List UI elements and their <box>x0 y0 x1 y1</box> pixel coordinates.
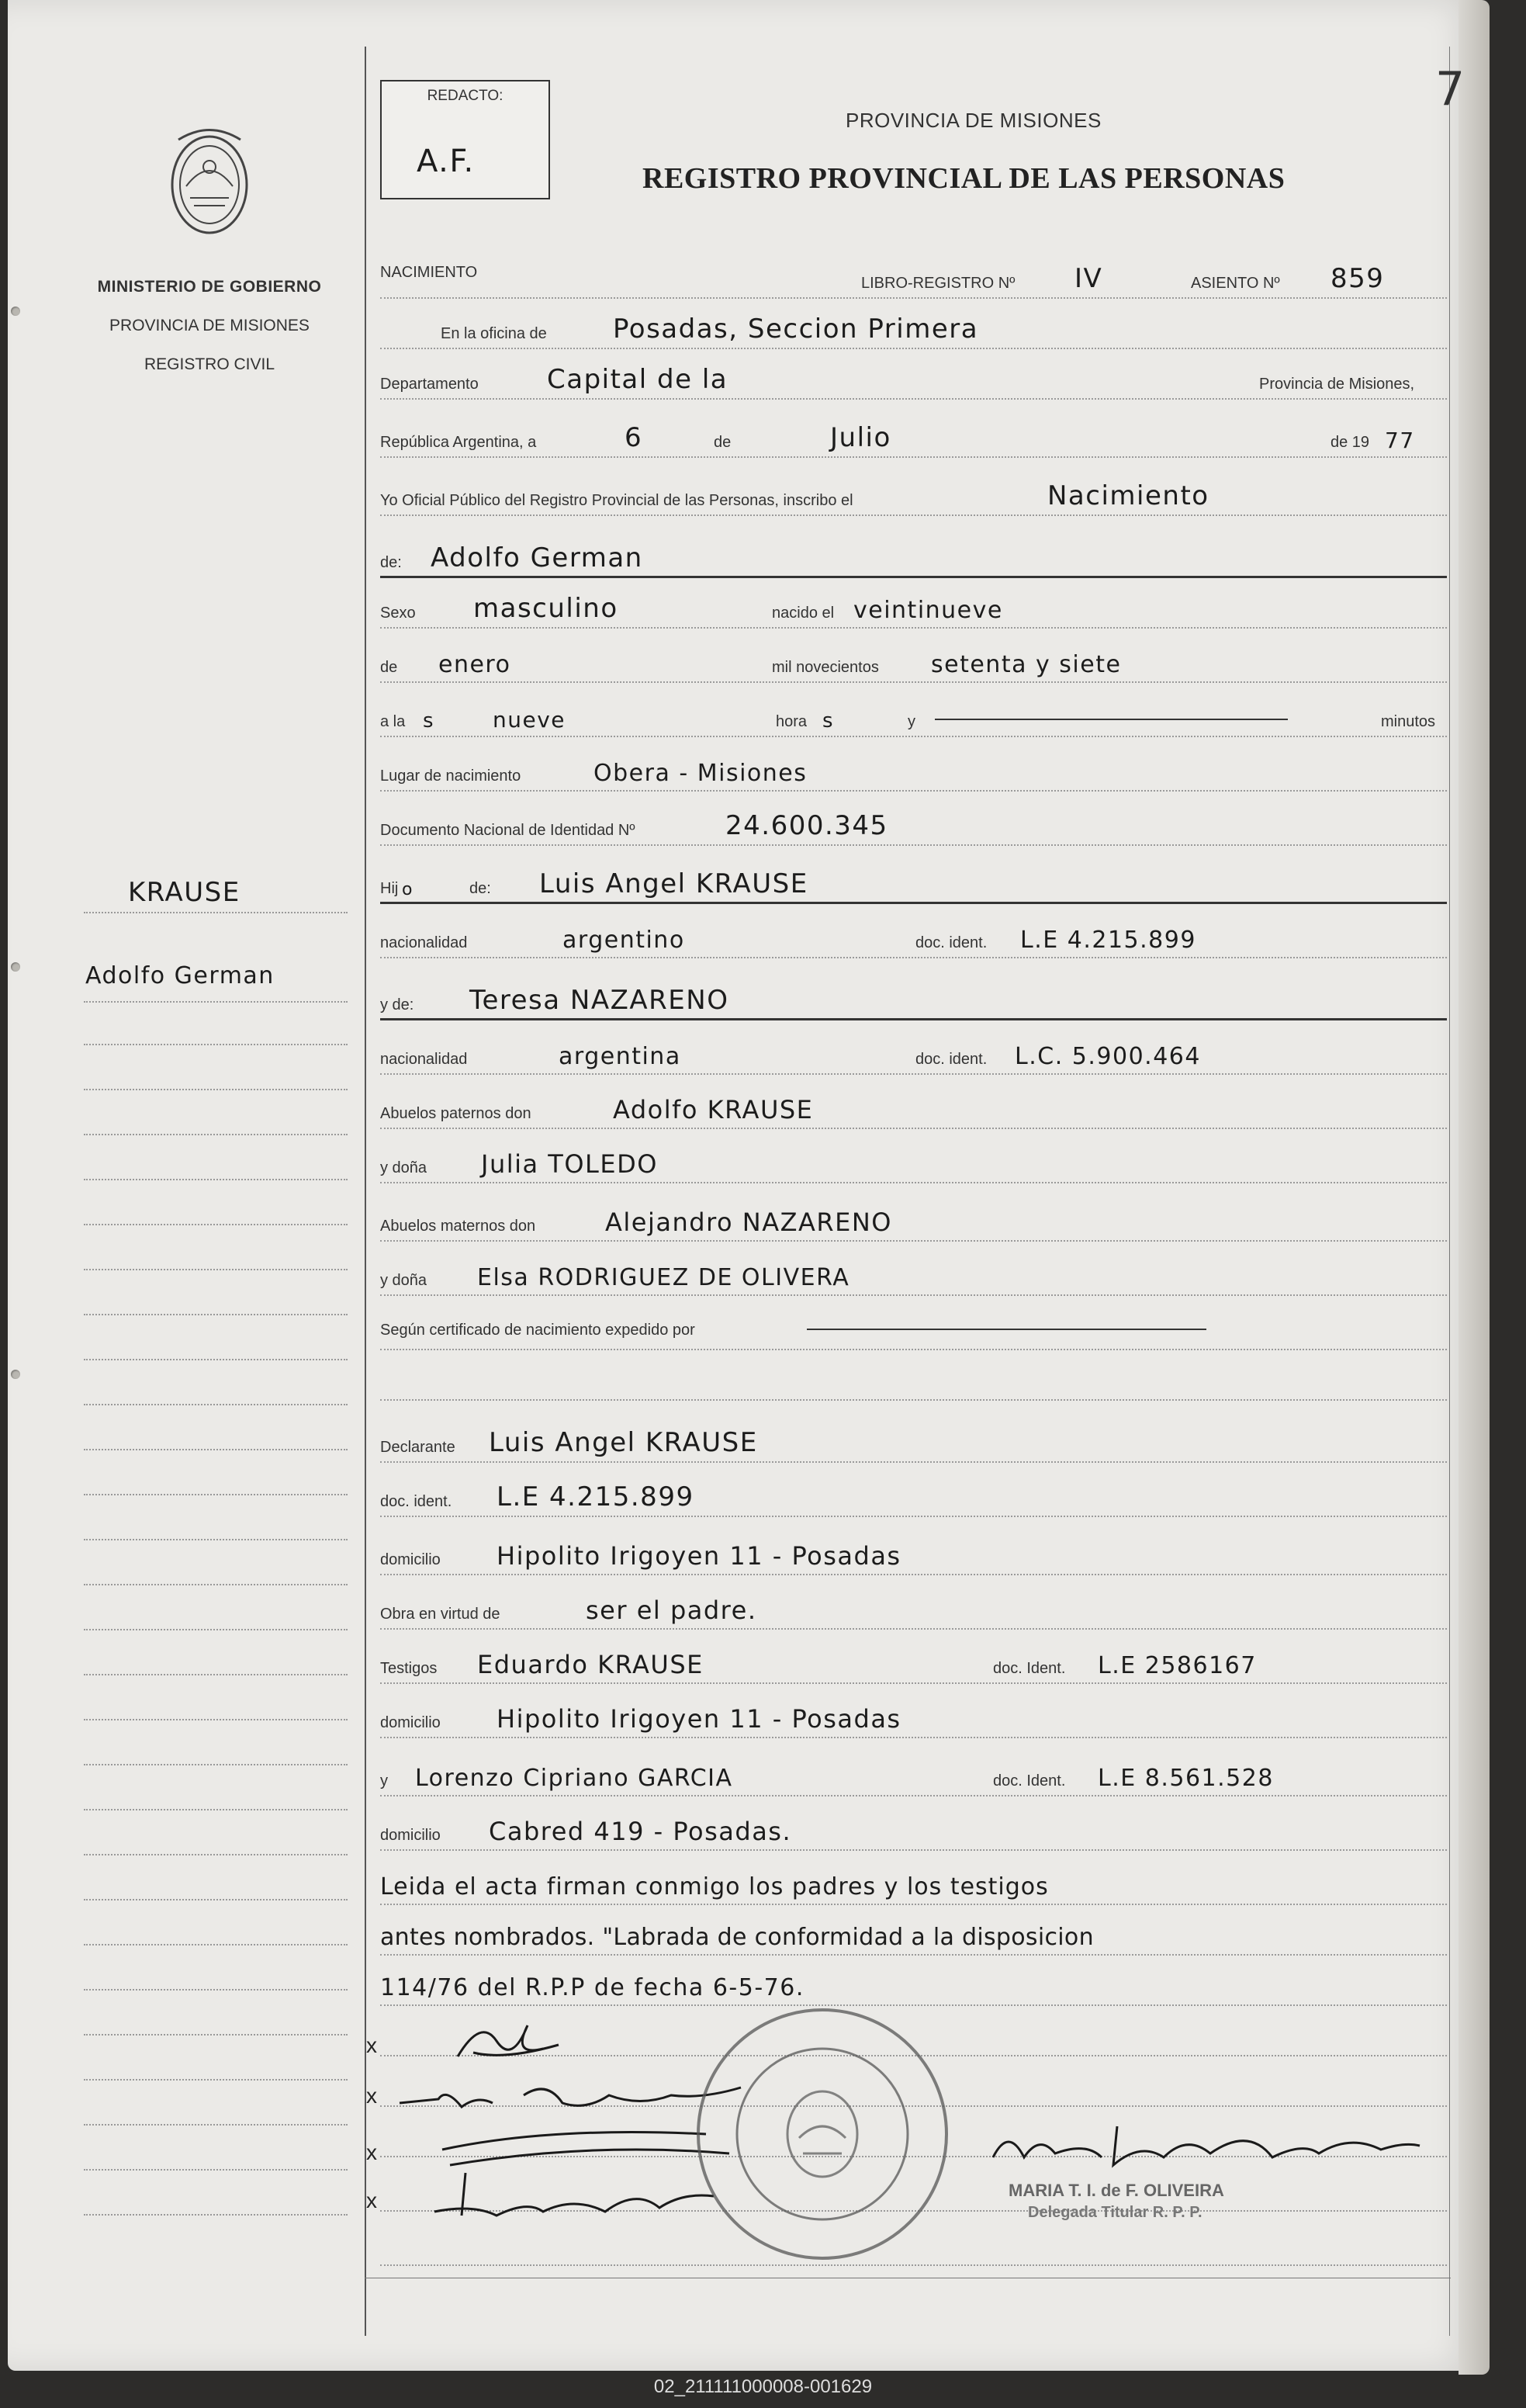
row-domicilio3 <box>380 1804 1447 1851</box>
note-line-3: 114/76 del R.P.P de fecha 6-5-76. <box>380 1974 805 2001</box>
doc2-label: doc. ident. <box>915 1051 988 1068</box>
dom2-value: Hipolito Irigoyen 11 - Posadas <box>497 1704 901 1734</box>
t2doc-label: doc. Ident. <box>993 1772 1066 1790</box>
departamento-value: Capital de la <box>547 364 728 395</box>
margin-line <box>84 1629 348 1630</box>
testigos-label: Testigos <box>380 1660 438 1677</box>
margin-line <box>84 1584 348 1585</box>
asiento-value: 859 <box>1330 263 1385 294</box>
mes-nac-value: enero <box>438 651 511 678</box>
signature-mark: x <box>366 2188 377 2212</box>
margin-line <box>84 1089 348 1090</box>
hijo-label: Hij <box>380 880 399 897</box>
row-nombre <box>380 532 1447 578</box>
margin-line <box>84 1899 348 1900</box>
official-stamp <box>690 2002 954 2266</box>
row-declarante <box>380 1416 1447 1463</box>
dni-value: 24.600.345 <box>725 810 888 841</box>
dona1-label: y doña <box>380 1159 427 1176</box>
de2-label: de: <box>380 554 402 571</box>
signature-mark: x <box>366 2033 377 2057</box>
anio-label: de 19 <box>1330 434 1370 451</box>
dona2-value: Elsa RODRIGUEZ DE OLIVERA <box>477 1264 850 1291</box>
t1doc-label: doc. Ident. <box>993 1660 1066 1677</box>
doc1-label: doc. ident. <box>915 934 988 951</box>
libro-label: LIBRO-REGISTRO Nº <box>861 275 1016 292</box>
margin-line <box>84 1854 348 1855</box>
dona1-value: Julia TOLEDO <box>481 1149 658 1179</box>
decl-doc-value: L.E 4.215.899 <box>497 1481 694 1512</box>
ala-label: a la <box>380 713 406 730</box>
ministry-title: MINISTERIO DE GOBIERNO <box>97 278 322 296</box>
margin-line <box>84 1449 348 1450</box>
redacto-box <box>380 80 550 199</box>
signature-officer <box>978 2111 1427 2188</box>
nacido-value: veintinueve <box>853 597 1003 624</box>
row-abuela-materna <box>380 1249 1447 1296</box>
abm-label: Abuelos maternos don <box>380 1218 536 1235</box>
doc2-value: L.C. 5.900.464 <box>1015 1043 1201 1070</box>
margin-line <box>84 1314 348 1315</box>
margin-line <box>84 1179 348 1180</box>
margin-line <box>84 2079 348 2081</box>
margin-line <box>84 2124 348 2126</box>
row-madre <box>380 974 1447 1020</box>
hijo-de-label: de: <box>469 880 491 897</box>
redacto-label: REDACTO: <box>427 88 503 104</box>
row-segun <box>380 1304 1447 1350</box>
hora-label: hora <box>776 713 808 730</box>
t1doc-value: L.E 2586167 <box>1098 1652 1257 1679</box>
margin-line <box>84 1404 348 1405</box>
segun-label: Según certificado de nacimiento expedido por <box>380 1322 695 1339</box>
segun-blank <box>807 1329 1206 1330</box>
signature-witness <box>403 2157 729 2227</box>
row-segun-continued <box>380 1354 1447 1401</box>
mes-value: Julio <box>830 422 891 453</box>
dom1-label: domicilio <box>380 1551 441 1568</box>
binding-hole <box>11 962 20 972</box>
provincia-suffix: Provincia de Misiones, <box>1259 376 1415 393</box>
coat-of-arms-seal <box>163 124 256 248</box>
margin-line <box>84 1269 348 1270</box>
y-label: y <box>908 713 915 730</box>
margin-line <box>84 1224 348 1225</box>
oficial-value: Nacimiento <box>1047 480 1209 511</box>
libro-value: IV <box>1074 263 1103 294</box>
row-sexo <box>380 582 1447 629</box>
dom2-label: domicilio <box>380 1714 441 1731</box>
margin-line <box>84 1719 348 1720</box>
row-nac1 <box>380 912 1447 958</box>
nombre-value: Adolfo German <box>431 542 643 573</box>
testigo1-value: Eduardo KRAUSE <box>477 1650 704 1679</box>
row-anio-nac <box>380 636 1447 683</box>
margin-line <box>84 1001 348 1003</box>
declarante-label: Declarante <box>380 1439 455 1456</box>
row-note2 <box>380 1909 1447 1956</box>
right-border <box>1449 47 1450 2336</box>
row-testigo2 <box>380 1750 1447 1796</box>
signature-scribble <box>450 2010 566 2072</box>
doc1-value: L.E 4.215.899 <box>1020 927 1196 954</box>
margin-line <box>84 1494 348 1495</box>
row-padre <box>380 858 1447 904</box>
officer-name: MARIA T. I. de F. OLIVEIRA <box>1009 2181 1224 2200</box>
margin-given-names: Adolfo German <box>85 962 275 989</box>
mil-value: setenta y siete <box>931 651 1122 678</box>
y2-label: y <box>380 1772 388 1790</box>
signature-mark: x <box>366 2084 377 2108</box>
margin-line <box>84 2169 348 2171</box>
margin-line <box>84 1989 348 1990</box>
row-dni <box>380 799 1447 846</box>
margin-line <box>84 1809 348 1810</box>
nac2-label: nacionalidad <box>380 1051 468 1068</box>
note-line-1: Leida el acta firman conmigo los padres y los testigos <box>380 1873 1049 1900</box>
column-divider <box>365 47 366 2336</box>
row-domicilio2 <box>380 1692 1447 1738</box>
row-domicilio1 <box>380 1529 1447 1575</box>
margin-line <box>84 1359 348 1360</box>
oficial-label: Yo Oficial Público del Registro Provincial de las Personas, inscribo el <box>380 492 853 509</box>
hora-value: nueve <box>493 707 566 733</box>
row-nac2 <box>380 1028 1447 1075</box>
officer-title: Delegada Titular R. P. P. <box>1028 2204 1202 2221</box>
nac1-value: argentino <box>562 927 685 954</box>
oficina-value: Posadas, Seccion Primera <box>613 314 979 345</box>
lugar-value: Obera - Misiones <box>593 760 808 787</box>
de3-label: de <box>380 659 398 676</box>
ministry-registry: REGISTRO CIVIL <box>144 355 275 373</box>
margin-line <box>84 912 348 913</box>
abp-value: Adolfo KRAUSE <box>613 1095 814 1124</box>
row-note3 <box>380 1959 1447 2006</box>
ala-s: s <box>423 709 435 733</box>
row-decl-doc <box>380 1471 1447 1517</box>
declarante-value: Luis Angel KRAUSE <box>489 1427 758 1458</box>
nacido-label: nacido el <box>772 605 835 622</box>
yde-label: y de: <box>380 996 414 1013</box>
dia-value: 6 <box>625 422 643 453</box>
dom1-value: Hipolito Irigoyen 11 - Posadas <box>497 1541 901 1571</box>
obra-label: Obra en virtud de <box>380 1606 500 1623</box>
de-label: de <box>714 434 732 451</box>
sexo-label: Sexo <box>380 605 416 622</box>
margin-line <box>84 1134 348 1135</box>
row-abuela-paterna <box>380 1137 1447 1183</box>
signature-mark: x <box>366 2140 377 2164</box>
hora-s: s <box>822 709 835 733</box>
abp-label: Abuelos paternos don <box>380 1105 531 1122</box>
departamento-label: Departamento <box>380 376 479 393</box>
dona2-label: y doña <box>380 1272 427 1289</box>
nac2-value: argentina <box>559 1043 681 1070</box>
row-lugar <box>380 745 1447 792</box>
margin-line <box>84 1764 348 1765</box>
dom3-value: Cabred 419 - Posadas. <box>489 1817 792 1846</box>
asiento-label: ASIENTO Nº <box>1191 275 1280 292</box>
margin-line <box>84 1044 348 1045</box>
nacimiento-label: NACIMIENTO <box>380 264 478 281</box>
minutos-label: minutos <box>1381 713 1436 730</box>
row-departamento <box>380 353 1447 400</box>
binding-hole <box>11 1370 20 1379</box>
redacto-value: A.F. <box>417 144 475 179</box>
page-number: 7 <box>1435 62 1466 116</box>
margin-line <box>84 1674 348 1675</box>
sexo-value: masculino <box>473 593 618 624</box>
anio-value: 77 <box>1385 428 1415 453</box>
madre-value: Teresa NAZARENO <box>469 985 729 1016</box>
row-hora <box>380 691 1447 737</box>
hijo-o: o <box>402 880 414 899</box>
margin-line <box>84 1944 348 1945</box>
row-abuelos-maternos <box>380 1195 1447 1242</box>
ministry-province: PROVINCIA DE MISIONES <box>109 317 310 334</box>
abm-value: Alejandro NAZARENO <box>605 1207 892 1237</box>
binding-hole <box>11 307 20 316</box>
margin-line <box>84 2034 348 2036</box>
row-note1 <box>380 1859 1447 1905</box>
note-line-2: antes nombrados. "Labrada de conformidad a la disposicion <box>380 1924 1094 1951</box>
nac1-label: nacionalidad <box>380 934 468 951</box>
row-fecha <box>380 411 1447 458</box>
ministry-block <box>47 268 372 384</box>
padre-value: Luis Angel KRAUSE <box>539 868 808 899</box>
row-obra <box>380 1583 1447 1630</box>
decl-doc-label: doc. ident. <box>380 1493 452 1510</box>
row-abuelos-paternos <box>380 1083 1447 1129</box>
obra-value: ser el padre. <box>586 1596 757 1625</box>
image-id-footer: 02_211111000008-001629 <box>653 2376 873 2397</box>
province-title: PROVINCIA DE MISIONES <box>846 109 1102 132</box>
t2doc-value: L.E 8.561.528 <box>1098 1765 1274 1792</box>
page-edge <box>1459 0 1490 2375</box>
mil-label: mil novecientos <box>772 659 879 676</box>
row-testigo1 <box>380 1637 1447 1684</box>
lugar-label: Lugar de nacimiento <box>380 767 521 785</box>
margin-line <box>84 2214 348 2216</box>
row-oficial <box>380 469 1447 516</box>
oficina-label: En la oficina de <box>441 325 547 342</box>
testigo2-value: Lorenzo Cipriano GARCIA <box>415 1765 733 1792</box>
margin-line <box>84 1539 348 1540</box>
republica-label: República Argentina, a <box>380 434 537 451</box>
row-oficina <box>380 303 1447 349</box>
registry-title: REGISTRO PROVINCIAL DE LAS PERSONAS <box>642 162 1286 195</box>
minutos-blank <box>935 719 1288 720</box>
row-libro <box>380 252 1447 299</box>
margin-surname: KRAUSE <box>128 877 240 908</box>
dni-label: Documento Nacional de Identidad Nº <box>380 822 635 839</box>
dom3-label: domicilio <box>380 1827 441 1844</box>
